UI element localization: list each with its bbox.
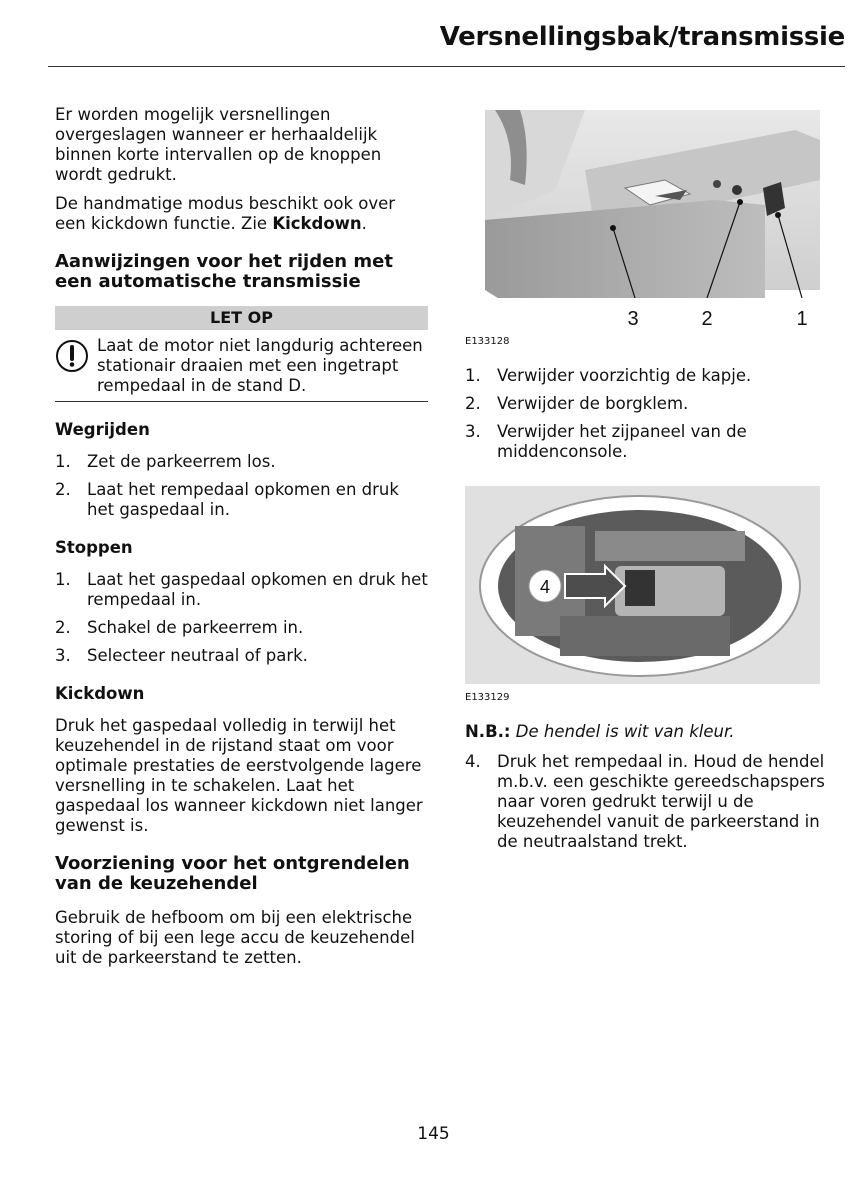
callout-4: 4 [539,577,551,597]
heading-wegrijden: Wegrijden [55,420,150,439]
manual-mode-paragraph [55,194,428,234]
page-title: Versnellingsbak/transmissie [439,22,845,52]
list-item [55,480,428,520]
callout-3: 3 [627,308,639,330]
page-number: 145 [417,1124,450,1144]
list-item [55,618,428,638]
release-lever-figure [465,486,820,684]
step-text: Druk het rempedaal in. Houd de hendel m.b.v. een geschikte gereedschapspers naar voren gedrukt terwijl u de keuzehendel vanuit de parkeerstand in de neutraalstand trekt. [497,752,825,851]
heading-selector-release: Voorziening voor het ontgrendelen van de keuzehendel [55,853,410,894]
release-lever-illustration [465,486,820,684]
list-item [465,752,843,852]
title-divider [48,66,845,67]
heading-kickdown: Kickdown [55,684,145,703]
selector-release-paragraph: Gebruik de hefboom om bij een elektrische storing of bij een lege accu de keuzehendel uit de parkeerstand te zetten. [55,908,415,967]
list-item [465,394,843,414]
list-item [55,570,428,610]
console-illustration [465,110,820,332]
kickdown-paragraph: Druk het gaspedaal volledig in terwijl het keuzehendel in de rijstand staat om voor optimale prestaties de eerstvolgende lagere versnelling in te schakelen. Laat het gaspedaal los wanneer kickdown niet langer gewenst is. [55,716,423,835]
step-number: 2. [55,618,71,637]
step-text: Laat het gaspedaal opkomen en druk het rempedaal in. [87,570,428,609]
figure-code: E133128 [465,336,510,347]
step-text: Verwijder voorzichtig de kapje. [497,366,752,385]
step-number: 2. [55,480,71,499]
step-number: 1. [55,570,71,589]
right-column [465,110,843,861]
stoppen-steps [55,570,428,666]
console-side-panel-figure [465,110,820,332]
wegrijden-steps [55,452,428,520]
step-text: Schakel de parkeerrem in. [87,618,304,637]
figure-code: E133129 [465,692,510,703]
heading-automatic-transmission: Aanwijzingen voor het rijden met een automatische transmissie [55,251,393,292]
step-text: Laat het rempedaal opkomen en druk het gaspedaal in. [87,480,399,519]
manual-mode-text: De handmatige modus beschikt ook over een kickdown functie. Zie [55,194,396,233]
list-item [55,646,428,666]
callout-2: 2 [701,308,713,330]
manual-mode-end: . [361,214,367,233]
release-steps [465,752,843,852]
intro-paragraph: Er worden mogelijk versnellingen overgeslagen wanneer er herhaaldelijk binnen korte intervallen op de knoppen wordt gedrukt. [55,105,382,184]
step-number: 4. [465,752,481,771]
note-text: De hendel is wit van kleur. [510,722,735,741]
warning-header: LET OP [55,306,428,330]
step-number: 2. [465,394,481,413]
list-item [465,422,843,462]
step-text: Selecteer neutraal of park. [87,646,308,665]
step-text: Verwijder de borgklem. [497,394,689,413]
warning-box [55,336,428,402]
step-number: 1. [465,366,481,385]
list-item [465,366,843,386]
step-text: Zet de parkeerrem los. [87,452,276,471]
left-column [55,105,428,977]
kickdown-link[interactable]: Kickdown [272,214,362,233]
heading-stoppen: Stoppen [55,538,133,557]
removal-steps [465,366,843,462]
exclamation-circle-icon [55,339,89,378]
step-number: 1. [55,452,71,471]
warning-text: Laat de motor niet langdurig achtereen stationair draaien met een ingetrapt rempedaal in de stand D. [97,336,423,395]
note-label: N.B.: [465,722,511,741]
step-number: 3. [55,646,71,665]
step-number: 3. [465,422,481,441]
note [465,722,843,742]
list-item [55,452,428,472]
callout-1: 1 [796,308,808,330]
step-text: Verwijder het zijpaneel van de middenconsole. [497,422,747,461]
